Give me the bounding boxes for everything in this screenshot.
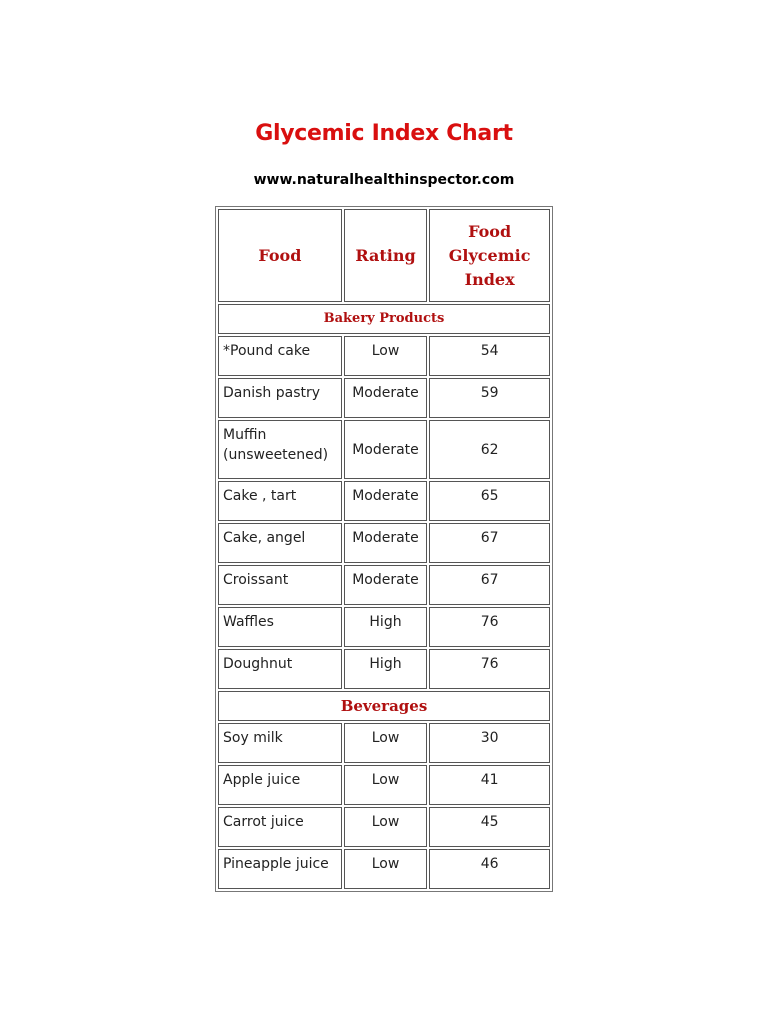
section-title: Bakery Products xyxy=(218,304,550,334)
section-row-bakery xyxy=(218,304,550,334)
table-row xyxy=(218,649,550,689)
rating-cell: High xyxy=(344,649,428,689)
table-row xyxy=(218,378,550,418)
gi-cell: 59 xyxy=(429,378,550,418)
rating-cell: Moderate xyxy=(344,420,428,479)
food-cell: Doughnut xyxy=(218,649,342,689)
rating-cell: Low xyxy=(344,807,428,847)
table-row xyxy=(218,481,550,521)
gi-cell: 76 xyxy=(429,649,550,689)
gi-cell: 54 xyxy=(429,336,550,376)
gi-cell: 76 xyxy=(429,607,550,647)
food-cell: Danish pastry xyxy=(218,378,342,418)
header-food: Food xyxy=(218,209,342,302)
table-row xyxy=(218,807,550,847)
food-cell: Cake , tart xyxy=(218,481,342,521)
glycemic-index-table xyxy=(215,206,553,892)
gi-cell: 62 xyxy=(429,420,550,479)
rating-cell: Low xyxy=(344,723,428,763)
rating-cell: Moderate xyxy=(344,523,428,563)
rating-cell: Moderate xyxy=(344,565,428,605)
section-row-beverages xyxy=(218,691,550,721)
rating-cell: Low xyxy=(344,765,428,805)
table-header-row xyxy=(218,209,550,302)
table-row xyxy=(218,565,550,605)
table-row xyxy=(218,336,550,376)
food-cell: Pineapple juice xyxy=(218,849,342,889)
rating-cell: Moderate xyxy=(344,481,428,521)
food-cell: *Pound cake xyxy=(218,336,342,376)
table-row xyxy=(218,420,550,479)
gi-cell: 67 xyxy=(429,565,550,605)
food-cell: Apple juice xyxy=(218,765,342,805)
section-title: Beverages xyxy=(218,691,550,721)
food-cell: Croissant xyxy=(218,565,342,605)
gi-cell: 67 xyxy=(429,523,550,563)
food-cell: Cake, angel xyxy=(218,523,342,563)
header-glycemic-index: Food Glycemic Index xyxy=(429,209,550,302)
food-cell: Waffles xyxy=(218,607,342,647)
food-cell: Muffin (unsweetened) xyxy=(218,420,342,479)
table-row xyxy=(218,765,550,805)
food-cell: Carrot juice xyxy=(218,807,342,847)
gi-cell: 45 xyxy=(429,807,550,847)
table-row xyxy=(218,723,550,763)
source-url: www.naturalhealthinspector.com xyxy=(253,172,515,188)
rating-cell: Low xyxy=(344,849,428,889)
page-title: Glycemic Index Chart xyxy=(255,121,513,146)
gi-cell: 30 xyxy=(429,723,550,763)
rating-cell: High xyxy=(344,607,428,647)
rating-cell: Moderate xyxy=(344,378,428,418)
table-row xyxy=(218,607,550,647)
gi-cell: 65 xyxy=(429,481,550,521)
food-cell: Soy milk xyxy=(218,723,342,763)
rating-cell: Low xyxy=(344,336,428,376)
header-rating: Rating xyxy=(344,209,428,302)
gi-cell: 41 xyxy=(429,765,550,805)
table-row xyxy=(218,849,550,889)
gi-cell: 46 xyxy=(429,849,550,889)
table-row xyxy=(218,523,550,563)
